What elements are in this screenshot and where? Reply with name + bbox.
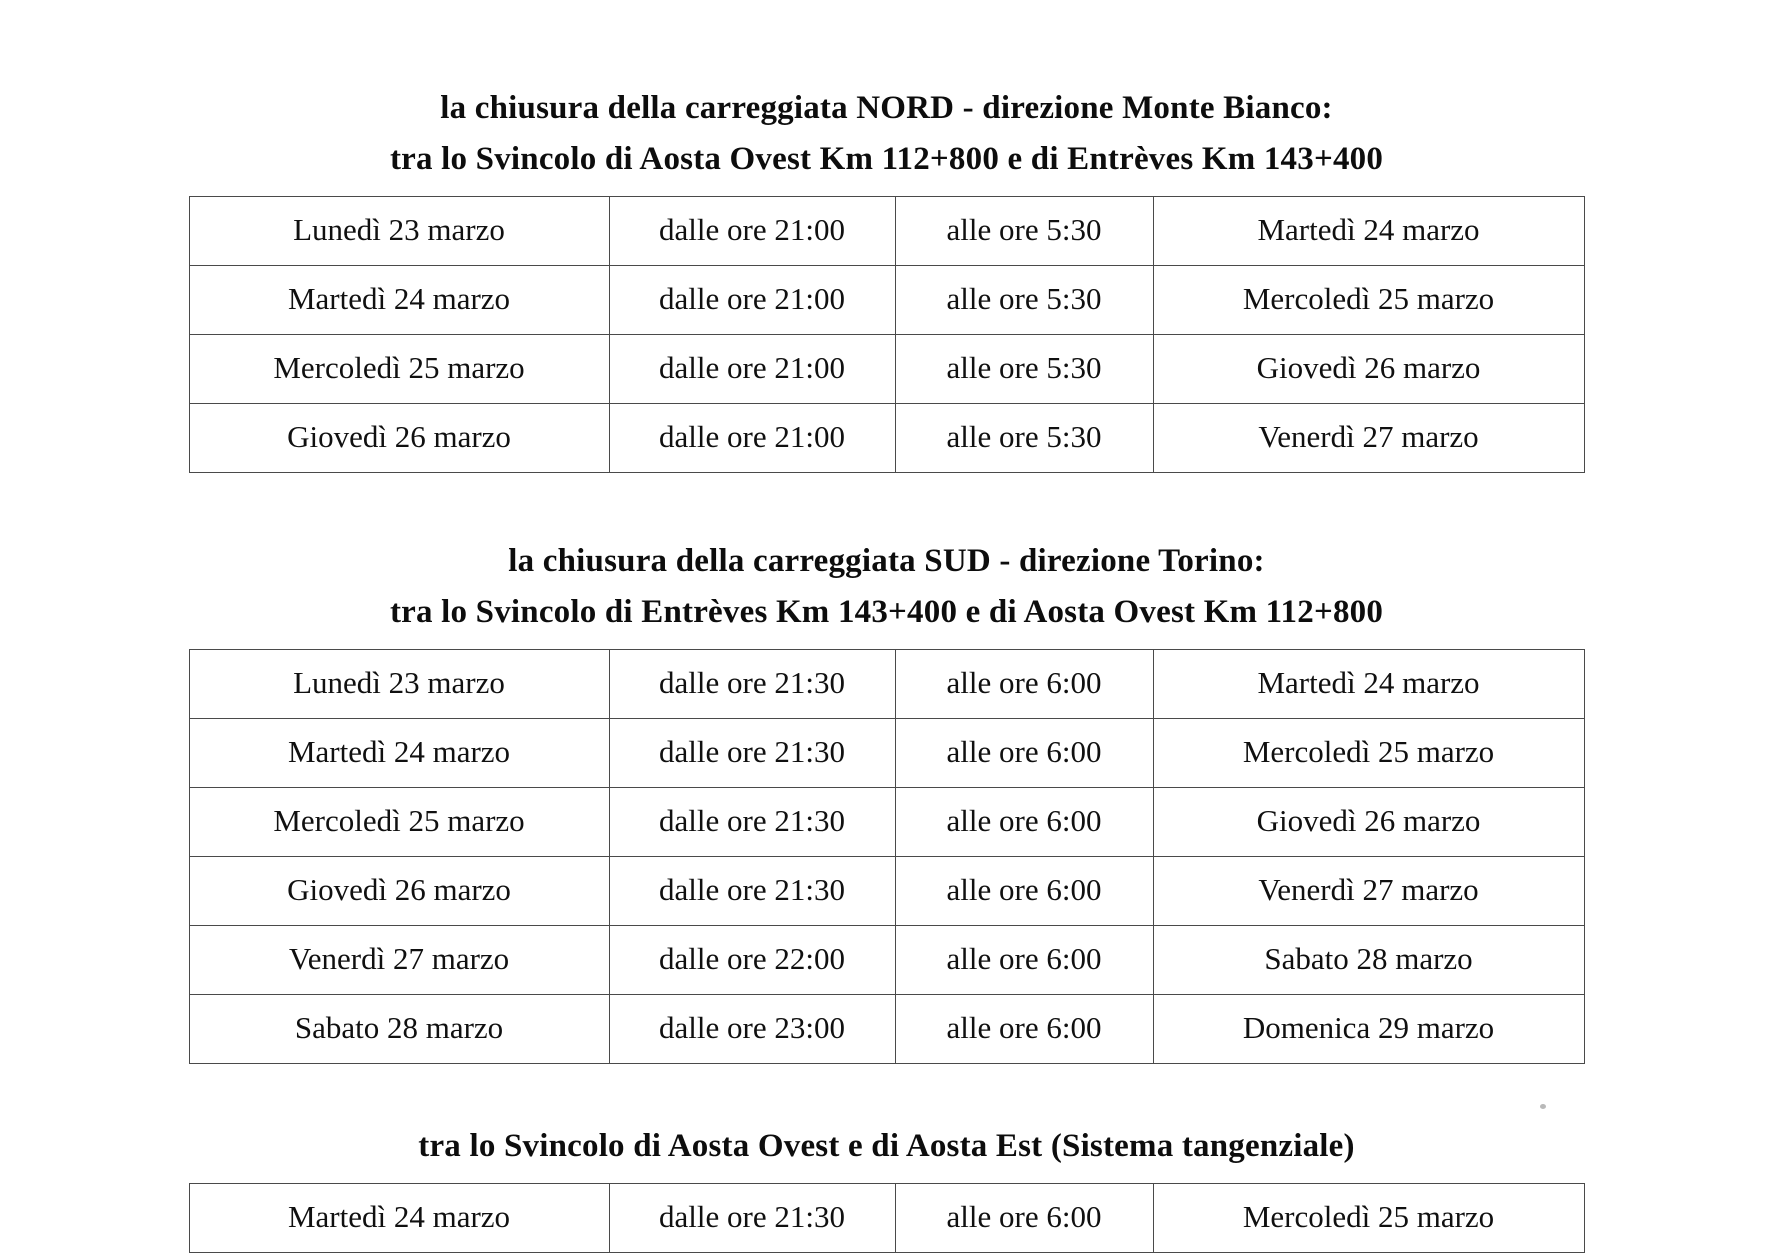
section-nord	[0, 88, 1773, 473]
closure-table-sud	[189, 649, 1585, 1064]
section-tangenziale-subheading: tra lo Svincolo di Aosta Ovest e di Aosta Est (Sistema tangenziale)	[418, 1128, 1355, 1164]
cell-start-day: Giovedì 26 marzo	[189, 857, 609, 926]
cell-end-day: Martedì 24 marzo	[1153, 197, 1584, 266]
table-row	[189, 335, 1584, 404]
cell-time-to: alle ore 6:00	[895, 788, 1153, 857]
cell-end-day: Giovedì 26 marzo	[1153, 335, 1584, 404]
table-row	[189, 788, 1584, 857]
cell-start-day: Giovedì 26 marzo	[189, 404, 609, 473]
cell-time-to: alle ore 5:30	[895, 266, 1153, 335]
cell-time-from: dalle ore 21:00	[609, 197, 895, 266]
section-nord-subheading: tra lo Svincolo di Aosta Ovest Km 112+800 e di Entrèves Km 143+400	[389, 141, 1384, 177]
table-row	[189, 266, 1584, 335]
cell-end-day: Domenica 29 marzo	[1153, 995, 1584, 1064]
cell-end-day: Venerdì 27 marzo	[1153, 857, 1584, 926]
cell-start-day: Sabato 28 marzo	[189, 995, 609, 1064]
cell-time-from: dalle ore 21:00	[609, 335, 895, 404]
cell-start-day: Martedì 24 marzo	[189, 719, 609, 788]
cell-time-to: alle ore 6:00	[895, 650, 1153, 719]
cell-end-day: Mercoledì 25 marzo	[1153, 719, 1584, 788]
section-sud-subheading: tra lo Svincolo di Entrèves Km 143+400 e di Aosta Ovest Km 112+800	[389, 594, 1384, 630]
cell-start-day: Mercoledì 25 marzo	[189, 788, 609, 857]
cell-time-to: alle ore 5:30	[895, 404, 1153, 473]
table-row	[189, 926, 1584, 995]
table-row	[189, 650, 1584, 719]
cell-start-day: Martedì 24 marzo	[189, 266, 609, 335]
cell-start-day: Venerdì 27 marzo	[189, 926, 609, 995]
cell-time-from: dalle ore 22:00	[609, 926, 895, 995]
closure-table-tangenziale	[189, 1183, 1585, 1253]
cell-time-to: alle ore 5:30	[895, 197, 1153, 266]
table-gap	[0, 179, 1773, 196]
heading-gap	[0, 128, 1773, 139]
cell-end-day: Mercoledì 25 marzo	[1153, 266, 1584, 335]
cell-end-day: Giovedì 26 marzo	[1153, 788, 1584, 857]
cell-time-to: alle ore 6:00	[895, 857, 1153, 926]
table-row	[189, 719, 1584, 788]
cell-time-from: dalle ore 21:00	[609, 266, 895, 335]
section-sud-heading: la chiusura della carreggiata SUD - direzione Torino:	[508, 543, 1265, 579]
table-row	[189, 404, 1584, 473]
cell-time-from: dalle ore 23:00	[609, 995, 895, 1064]
cell-end-day: Venerdì 27 marzo	[1153, 404, 1584, 473]
cell-time-from: dalle ore 21:30	[609, 650, 895, 719]
cell-time-from: dalle ore 21:30	[609, 857, 895, 926]
cell-time-from: dalle ore 21:30	[609, 788, 895, 857]
section-tangenziale	[0, 1126, 1773, 1253]
section-nord-heading: la chiusura della carreggiata NORD - direzione Monte Bianco:	[440, 90, 1333, 126]
cell-start-day: Martedì 24 marzo	[189, 1184, 609, 1253]
table-gap	[0, 632, 1773, 649]
section-spacer-1	[0, 473, 1773, 541]
cell-end-day: Mercoledì 25 marzo	[1153, 1184, 1584, 1253]
cell-time-to: alle ore 6:00	[895, 995, 1153, 1064]
table-row	[189, 857, 1584, 926]
table-row	[189, 995, 1584, 1064]
cell-start-day: Lunedì 23 marzo	[189, 650, 609, 719]
cell-start-day: Lunedì 23 marzo	[189, 197, 609, 266]
top-spacer	[0, 0, 1773, 88]
cell-end-day: Sabato 28 marzo	[1153, 926, 1584, 995]
cell-time-to: alle ore 6:00	[895, 1184, 1153, 1253]
section-sud	[0, 541, 1773, 1064]
cell-end-day: Martedì 24 marzo	[1153, 650, 1584, 719]
table-row	[189, 1184, 1584, 1253]
heading-gap	[0, 581, 1773, 592]
cell-time-to: alle ore 6:00	[895, 926, 1153, 995]
table-gap	[0, 1166, 1773, 1183]
cell-time-to: alle ore 5:30	[895, 335, 1153, 404]
cell-time-to: alle ore 6:00	[895, 719, 1153, 788]
cell-start-day: Mercoledì 25 marzo	[189, 335, 609, 404]
cell-time-from: dalle ore 21:00	[609, 404, 895, 473]
closure-table-nord	[189, 196, 1585, 473]
cell-time-from: dalle ore 21:30	[609, 1184, 895, 1253]
section-spacer-2	[0, 1064, 1773, 1126]
cell-time-from: dalle ore 21:30	[609, 719, 895, 788]
scan-speck	[1540, 1104, 1546, 1109]
table-row	[189, 197, 1584, 266]
